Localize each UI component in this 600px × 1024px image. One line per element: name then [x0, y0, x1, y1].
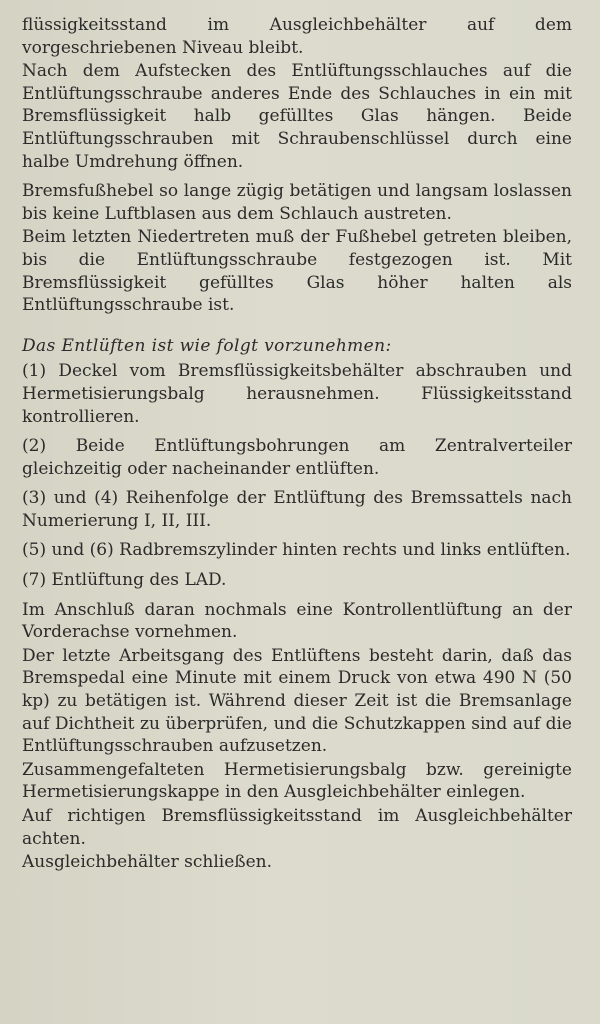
section-heading: Das Entlüften ist wie folgt vorzunehmen:	[22, 335, 392, 356]
step-7: (7) Entlüftung des LAD.	[22, 570, 227, 591]
paragraph-pump-pedal: Bremsfußhebel so lange zügig betätigen und langsam loslassen bis keine Luftblasen aus dem Schlauch austreten.	[22, 181, 572, 224]
step-2: (2) Beide Entlüftungsbohrungen am Zentralverteiler gleichzeitig oder nacheinander entlüften.	[22, 436, 572, 479]
paragraph-attach-hose: Nach dem Aufstecken des Entlüftungsschlauches auf die Entlüftungsschraube anderes Ende des Schlauches in ein mit Bremsflüssigkeit halb gefülltes Glas hängen. Beide Entlüftungsschrauben mit Schraubenschlüssel durch eine halbe Umdrehung öffnen.	[22, 61, 572, 172]
paragraph-check-level: Auf richtigen Bremsflüssigkeitsstand im Ausgleichbehälter achten.	[22, 806, 572, 849]
paragraph-insert-bellows: Zusammengefalteten Hermetisierungsbalg bzw. gereinigte Hermetisierungskappe in den Ausgleichbehälter einlegen.	[22, 759, 572, 803]
paragraph-close-reservoir: Ausgleichbehälter schließen.	[22, 852, 273, 873]
step-3-4: (3) und (4) Reihenfolge der Entlüftung des Bremssattels nach Numerierung I, II, III.	[22, 488, 572, 531]
paragraph-last-press: Beim letzten Niedertreten muß der Fußhebel getreten bleiben, bis die Entlüftungsschraube festgezogen ist. Mit Bremsflüssigkeit gefülltes Glas höher halten als Entlüftungsschraube ist.	[22, 227, 572, 316]
paragraph-control-bleed: Im Anschluß daran nochmals eine Kontrollentlüftung an der Vorderachse vornehmen.	[22, 599, 572, 643]
step-5-6: (5) und (6) Radbremszylinder hinten rechts und links entlüften.	[22, 540, 571, 561]
step-1: (1) Deckel vom Bremsflüssigkeitsbehälter abschrauben und Hermetisierungsbalg herausnehmen. Flüssigkeitsstand kontrollieren.	[22, 361, 572, 427]
paragraph-fluid-level: flüssigkeitsstand im Ausgleichbehälter auf dem vorgeschriebenen Niveau bleibt.	[22, 15, 572, 58]
paragraph-final-step: Der letzte Arbeitsgang des Entlüftens besteht darin, daß das Bremspedal eine Minute mit einem Druck von etwa 490 N (50 kp) zu betätigen ist. Während dieser Zeit ist die Bremsanlage auf Dichtheit zu überprüfen, und die Schutzkappen sind auf die Entlüftungsschrauben aufzusetzen.	[22, 645, 572, 757]
